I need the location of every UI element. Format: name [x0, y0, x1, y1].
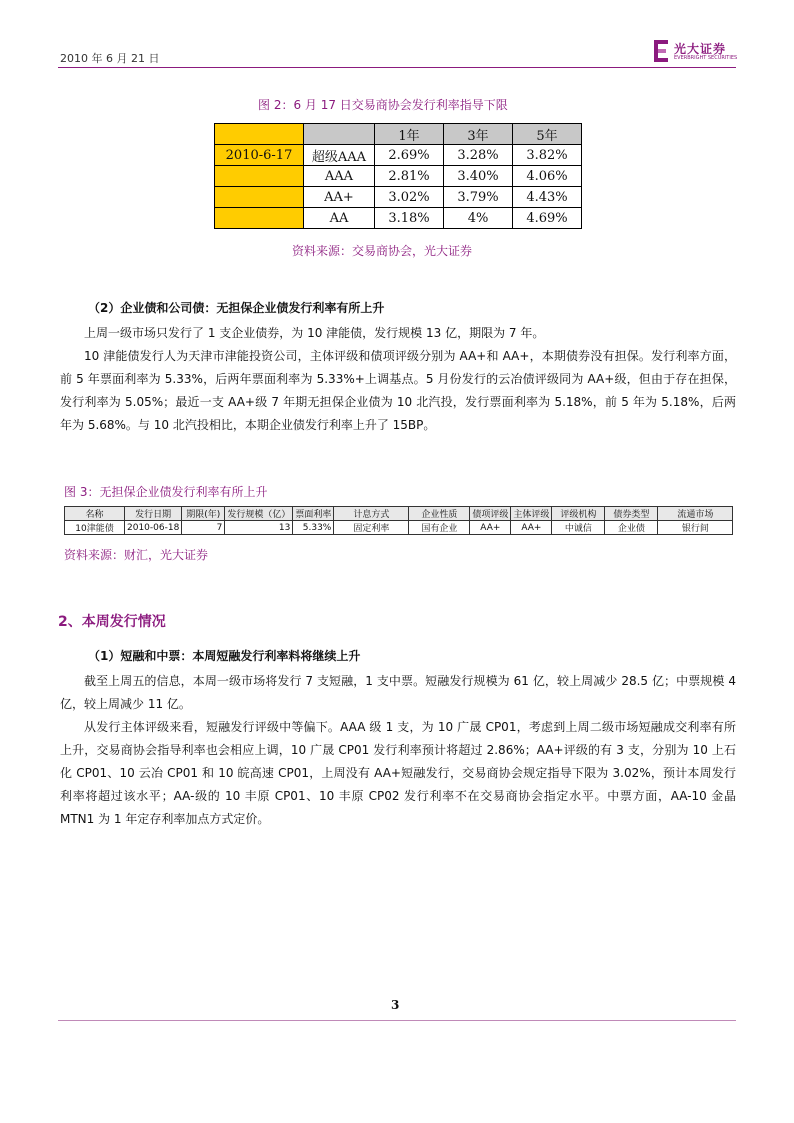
table-cell: 2.81% [375, 166, 444, 187]
table-cell: 3.28% [444, 145, 513, 166]
figure3-bond-table [64, 506, 733, 535]
section2-para-1: 截至上周五的信息，本周一级市场将发行 7 支短融，1 支中票。短融发行规模为 61 亿，较上周减少 28.5 亿；中票规模 4 亿，较上周减少 11 亿。 [60, 674, 736, 711]
figure3-source: 资料来源：财汇，光大证券 [64, 548, 209, 562]
column-header: 名称 [65, 507, 125, 521]
date-cell: 2010-6-17 [215, 145, 304, 166]
table-cell: 3.18% [375, 208, 444, 229]
column-header: 发行规模（亿） [225, 507, 293, 521]
table-cell [215, 187, 304, 208]
figure2-rate-table [214, 123, 582, 229]
column-header: 债项评级 [470, 507, 511, 521]
figure3-caption: 图 3：无担保企业债发行利率有所上升 [64, 485, 268, 499]
table-header-row [65, 507, 733, 521]
section2-para-2: 从发行主体评级来看，短融发行评级中等偏下。AAA 级 1 支，为 10 广晟 CP01，考虑到上周二级市场短融成交利率有所上升，交易商协会指导利率也会相应上调，10 广晟 CP01 发行利率预计将超过 2.86%；AA+评级的有 3 支，分别为 10 上石化 CP01、10 云冶 CP01 和 10 皖高速 CP01，上周没有 AA+短融发行，交易商协会规定指导下限为 3.02%，预计本周发行利率将超过该水平；AA-级的 10 丰原 CP01、10 丰原 CP02 发行利率不在交易商协会指定水平。中票方面，AA-10 金晶 MTN1 为 1 年定存利率加点方式定价。 [60, 720, 736, 826]
table-cell [215, 166, 304, 187]
column-header: 评级机构 [552, 507, 605, 521]
table-cell: 国有企业 [409, 521, 470, 535]
table-cell: 4% [444, 208, 513, 229]
short-term-heading: （1）短融和中票：本周短融发行利率料将继续上升 [88, 649, 361, 663]
company-logo [654, 40, 744, 64]
page-number: 3 [391, 998, 400, 1012]
rating-cell: AA [304, 208, 375, 229]
corp-bond-heading: （2）企业债和公司债：无担保企业债发行利率有所上升 [88, 301, 385, 315]
table-cell: 3.79% [444, 187, 513, 208]
table-cell: AA+ [470, 521, 511, 535]
everbright-logo-icon [654, 40, 668, 62]
column-header: 企业性质 [409, 507, 470, 521]
logo-english-text: EVERBRIGHT SECURITIES [674, 55, 738, 61]
column-header: 期限(年) [182, 507, 225, 521]
table-row [215, 166, 582, 187]
table-cell: 7 [182, 521, 225, 535]
table-cell: 3.40% [444, 166, 513, 187]
table-cell: 4.43% [513, 187, 582, 208]
table-cell: AA+ [511, 521, 552, 535]
footer-divider [58, 1020, 736, 1021]
table-header-row [215, 124, 582, 145]
table-cell: 银行间 [658, 521, 733, 535]
table-row [215, 187, 582, 208]
table-cell: 5.33% [293, 521, 334, 535]
table-cell: 3.82% [513, 145, 582, 166]
section2-title: 2、本周发行情况 [58, 614, 166, 630]
column-header-5y: 5年 [513, 124, 582, 145]
column-header-3y: 3年 [444, 124, 513, 145]
header-divider [58, 67, 736, 68]
table-cell: 固定利率 [334, 521, 409, 535]
column-header: 流通市场 [658, 507, 733, 521]
rating-cell: AA+ [304, 187, 375, 208]
table-row [215, 145, 582, 166]
table-cell: 中诚信 [552, 521, 605, 535]
table-cell: 2.69% [375, 145, 444, 166]
corp-bond-para-1: 上周一级市场只发行了 1 支企业债券，为 10 津能债，发行规模 13 亿，期限为 7 年。 [84, 326, 545, 340]
table-cell: 4.69% [513, 208, 582, 229]
figure2-caption: 图 2：6 月 17 日交易商协会发行利率指导下限 [258, 98, 508, 112]
table-cell [215, 208, 304, 229]
column-header: 主体评级 [511, 507, 552, 521]
column-header-1y: 1年 [375, 124, 444, 145]
figure2-source: 资料来源：交易商协会，光大证券 [292, 244, 473, 258]
table-cell [215, 124, 304, 145]
table-row [215, 208, 582, 229]
table-cell: 3.02% [375, 187, 444, 208]
column-header: 票面利率 [293, 507, 334, 521]
table-cell: 10津能债 [65, 521, 125, 535]
report-date: 2010 年 6 月 21 日 [60, 52, 160, 65]
logo-chinese-text: 光大证券 [674, 42, 727, 56]
table-cell: 13 [225, 521, 293, 535]
table-cell: 4.06% [513, 166, 582, 187]
column-header: 计息方式 [334, 507, 409, 521]
table-cell [304, 124, 375, 145]
column-header: 债券类型 [605, 507, 658, 521]
rating-cell: 超级AAA [304, 145, 375, 166]
table-cell: 2010-06-18 [125, 521, 182, 535]
rating-cell: AAA [304, 166, 375, 187]
corp-bond-para-2: 10 津能债发行人为天津市津能投资公司，主体评级和债项评级分别为 AA+和 AA+，本期债券没有担保。发行利率方面，前 5 年票面利率为 5.33%，后两年票面利率为 5.33%+上调基点。5 月份发行的云冶债评级同为 AA+级，但由于存在担保，发行利率为 5.05%；最近一支 AA+级 7 年期无担保企业债为 10 北汽投，发行票面利率为 5.18%，前 5 年为 5.18%，后两年为 5.68%。与 10 北汽投相比，本期企业债发行利率上升了 15BP。 [60, 349, 736, 432]
table-cell: 企业债 [605, 521, 658, 535]
table-row [65, 521, 733, 535]
column-header: 发行日期 [125, 507, 182, 521]
